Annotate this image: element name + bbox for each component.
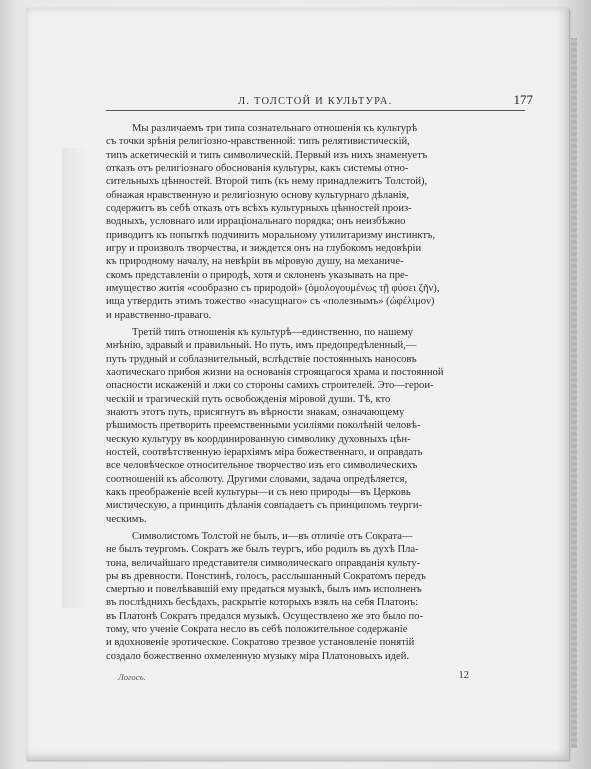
scan-smudge [62, 148, 86, 608]
text-line: знаютъ этотъ путь, присягнутъ въ вѣрности знакам, означающему [106, 406, 405, 418]
text-line: рѣшимость претворить преемственными усиліями поколѣній человѣ- [106, 420, 421, 432]
text-line: къ природному началу, на невѣріи въ міровую душу, на механиче- [106, 256, 404, 268]
text-line: Мы различаемъ три типа сознательнаго отношенія къ культурѣ [132, 123, 418, 134]
signature-mark: Логосъ. [118, 672, 146, 682]
text-line: ческимъ. [106, 513, 147, 525]
text-line: и нравственно-праваго. [106, 309, 212, 321]
text-line: съ точки зрѣнія религіозно-нравственной: типъ релятивистическій, [106, 136, 410, 148]
text-line: мистическую, а принципъ дѣланія совпадаетъ съ принципомъ теурги- [106, 500, 423, 512]
text-line: не былъ теургомъ. Сократъ же былъ теургъ, ибо родилъ въ духѣ Пла- [106, 544, 419, 556]
text-line: обнажая нравственную и религіозную основу культурнаго дѣланія, [106, 189, 410, 201]
text-line: все человѣческое относительное творчество изъ его символическихъ [106, 460, 418, 472]
body-text [106, 122, 498, 663]
text-line: сительныхъ цѣнностей. Второй типъ (къ нему принадлежитъ Толстой), [106, 176, 428, 188]
text-line: скомъ представленіи о природѣ, хотя и склоненъ указывать на пре- [106, 269, 409, 281]
text-line: содержитъ въ себѣ отказъ отъ всѣхъ культурныхъ цѣнностей произ- [106, 202, 412, 214]
text-line: и вдохновеніе эротическое. Сократово трезвое установленіе понятій [106, 637, 415, 649]
header-rule [106, 110, 525, 111]
text-line: Третій типъ отношенія къ культурѣ—единственно, по нашему [132, 326, 414, 338]
text-line: отказъ отъ религіознаго обоснованія культуры, какъ системы отно- [106, 162, 409, 174]
text-line: смертью и повелѣвавшій ему предаться музыкѣ, былъ имъ исполненъ [106, 584, 422, 596]
running-title: Л. ТОЛСТОЙ И КУЛЬТУРА. [238, 96, 393, 107]
text-line: тому, что ученіе Сократа несло въ себѣ положительное содержаніе [106, 624, 408, 636]
text-line: водныхъ, условнаго или ирраціональнаго порядка; онъ неизбѣжно [106, 216, 406, 228]
text-line: какъ преображеніе всей культуры—и съ нею природы—въ Церковь [106, 486, 411, 498]
text-line: ностей, соотвѣтственную іерархіямъ міра божественнаго, и оправдать [106, 446, 423, 458]
text-line: опасности искаженій и лжи со стороны самихъ строителей. Это—герои- [106, 380, 434, 392]
page-footer [104, 670, 469, 690]
text-line: игру и произволъ творчества, и зиждется онъ на глубокомъ недовѣріи [106, 242, 422, 254]
text-line: типъ аскетическій и типъ символическій. Первый изъ нихъ знаменуетъ [106, 149, 428, 161]
text-line: ческій и трагическій путь освобожденія міровой души. Тѣ, кто [106, 393, 391, 405]
text-line: ры въ древности. Понстинѣ, голосъ, расслышанный Сократомъ передъ [106, 570, 426, 582]
page-header [70, 90, 533, 112]
text-line: ища утвердить этимъ тожество «насущнаго» съ «полезнымъ» (ὠφέλιμον) [106, 296, 435, 308]
text-line: мнѣнію, здравый и правильный. Но путь, имъ предопредѣленный,— [106, 340, 417, 352]
text-line: ческую культуру въ координированную символику духовныхъ цѣн- [106, 433, 411, 445]
text-line: Символистомъ Толстой не былъ, и—въ отличіе отъ Сократа— [132, 530, 413, 542]
page-edge-shadow [571, 38, 577, 748]
sheet-number: 12 [458, 670, 469, 681]
text-line: приводитъ къ попыткѣ подчинить моральному утилитаризму инстинктъ, [106, 229, 436, 241]
text-line: создало божественно охмеленную музыку міра Платоновыхъ идей. [106, 650, 410, 662]
text-line: соотношеній къ абсолюту. Другими словами, задача опредѣляется, [106, 473, 408, 485]
text-line: тона, величайшаго представителя символическаго оправданія культу- [106, 557, 421, 569]
page-number: 177 [513, 92, 533, 107]
text-line: хаотическаго прибоя жизни на основанія строящагося храма и постоянной [106, 366, 444, 378]
paragraph-3 [106, 530, 498, 663]
paragraph-1 [106, 122, 498, 322]
text-line: въ послѣднихъ бесѣдахъ, раскрытіе которыхъ взялъ на себя Платонъ: [106, 597, 419, 609]
text-line: имущество житія «сообразно съ природой» (ὁμολογουμένως τῇ φύσει ζῆν), [106, 282, 440, 294]
text-line: путь трудный и соблазнительный, вслѣдствіе постоянныхъ наносовъ [106, 353, 417, 365]
book-page [26, 8, 569, 760]
paragraph-2 [106, 326, 498, 526]
text-line: въ Платонѣ Сократъ предался музыкѣ. Осуществлено же это было по- [106, 610, 423, 622]
